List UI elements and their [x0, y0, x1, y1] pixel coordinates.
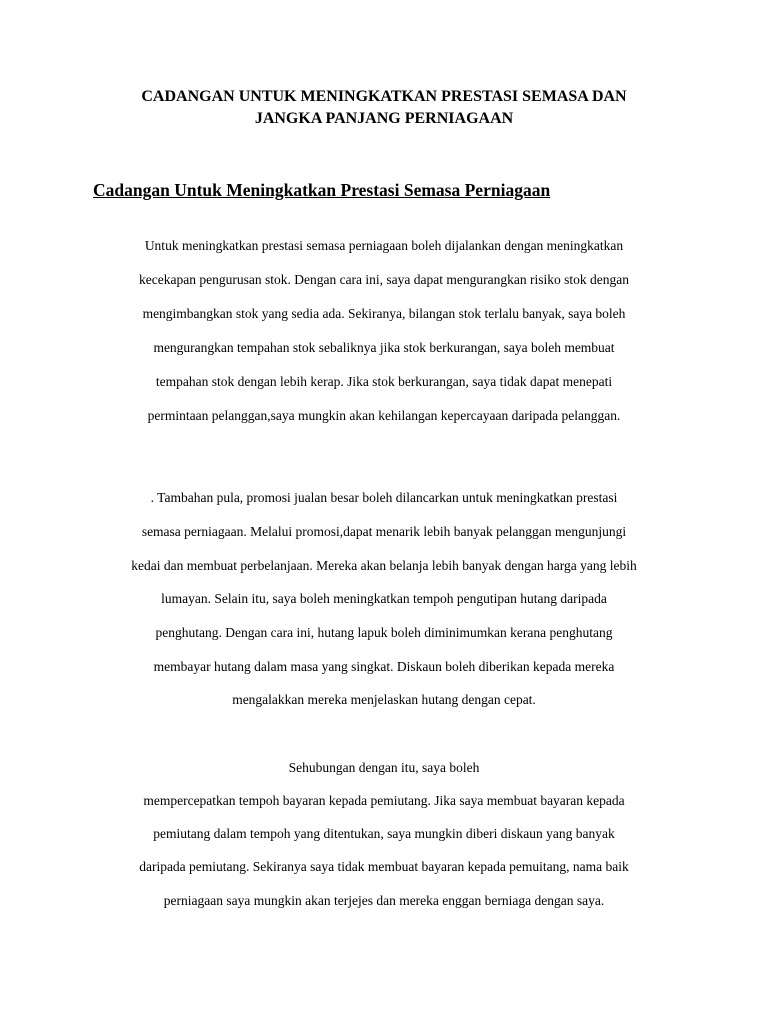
- paragraph-line: kedai dan membuat perbelanjaan. Mereka akan belanja lebih banyak dengan harga yang lebih: [131, 558, 637, 573]
- paragraph-line: lumayan. Selain itu, saya boleh meningkatkan tempoh pengutipan hutang daripada: [161, 591, 607, 606]
- paragraph-line: membayar hutang dalam masa yang singkat. Diskaun boleh diberikan kepada mereka: [153, 659, 615, 674]
- paragraph-line: mempercepatkan tempoh bayaran kepada pemiutang. Jika saya membuat bayaran kepada: [143, 793, 625, 808]
- paragraph-line: daripada pemiutang. Sekiranya saya tidak membuat bayaran kepada pemuitang, nama baik: [139, 859, 629, 874]
- paragraph-line: pemiutang dalam tempoh yang ditentukan, saya mungkin diberi diskaun yang banyak: [153, 826, 615, 841]
- document-title: [0, 86, 768, 130]
- paragraph-line: perniagaan saya mungkin akan terjejes dan mereka enggan berniaga dengan saya.: [163, 893, 605, 908]
- paragraph-line: penghutang. Dengan cara ini, hutang lapuk boleh diminimumkan kerana penghutang: [155, 625, 613, 640]
- section-heading: Cadangan Untuk Meningkatkan Prestasi Semasa Perniagaan: [93, 180, 551, 200]
- paragraph-line: tempahan stok dengan lebih kerap. Jika stok berkurangan, saya tidak dapat menepati: [155, 374, 613, 389]
- paragraph-line: . Tambahan pula, promosi jualan besar boleh dilancarkan untuk meningkatkan prestasi: [150, 490, 618, 505]
- document-title-line-2: JANGKA PANJANG PERNIAGAAN: [254, 110, 514, 127]
- paragraph-line: mengimbangkan stok yang sedia ada. Sekiranya, bilangan stok terlalu banyak, saya boleh: [142, 306, 626, 321]
- document-title-line-1: CADANGAN UNTUK MENINGKATKAN PRESTASI SEMASA DAN: [141, 88, 627, 105]
- paragraph-line: semasa perniagaan. Melalui promosi,dapat menarik lebih banyak pelanggan mengunjungi: [141, 524, 627, 539]
- paragraph-line: mengurangkan tempahan stok sebaliknya jika stok berkurangan, saya boleh membuat: [153, 340, 615, 355]
- paragraph-line: Sehubungan dengan itu, saya boleh: [288, 760, 480, 775]
- paragraph-line: Untuk meningkatkan prestasi semasa perniagaan boleh dijalankan dengan meningkatkan: [144, 238, 624, 253]
- paragraph-line: mengalakkan mereka menjelaskan hutang dengan cepat.: [232, 692, 536, 707]
- paragraph-line: kecekapan pengurusan stok. Dengan cara ini, saya dapat mengurangkan risiko stok dengan: [139, 272, 629, 287]
- paragraph-line: permintaan pelanggan,saya mungkin akan kehilangan kepercayaan daripada pelanggan.: [147, 408, 621, 423]
